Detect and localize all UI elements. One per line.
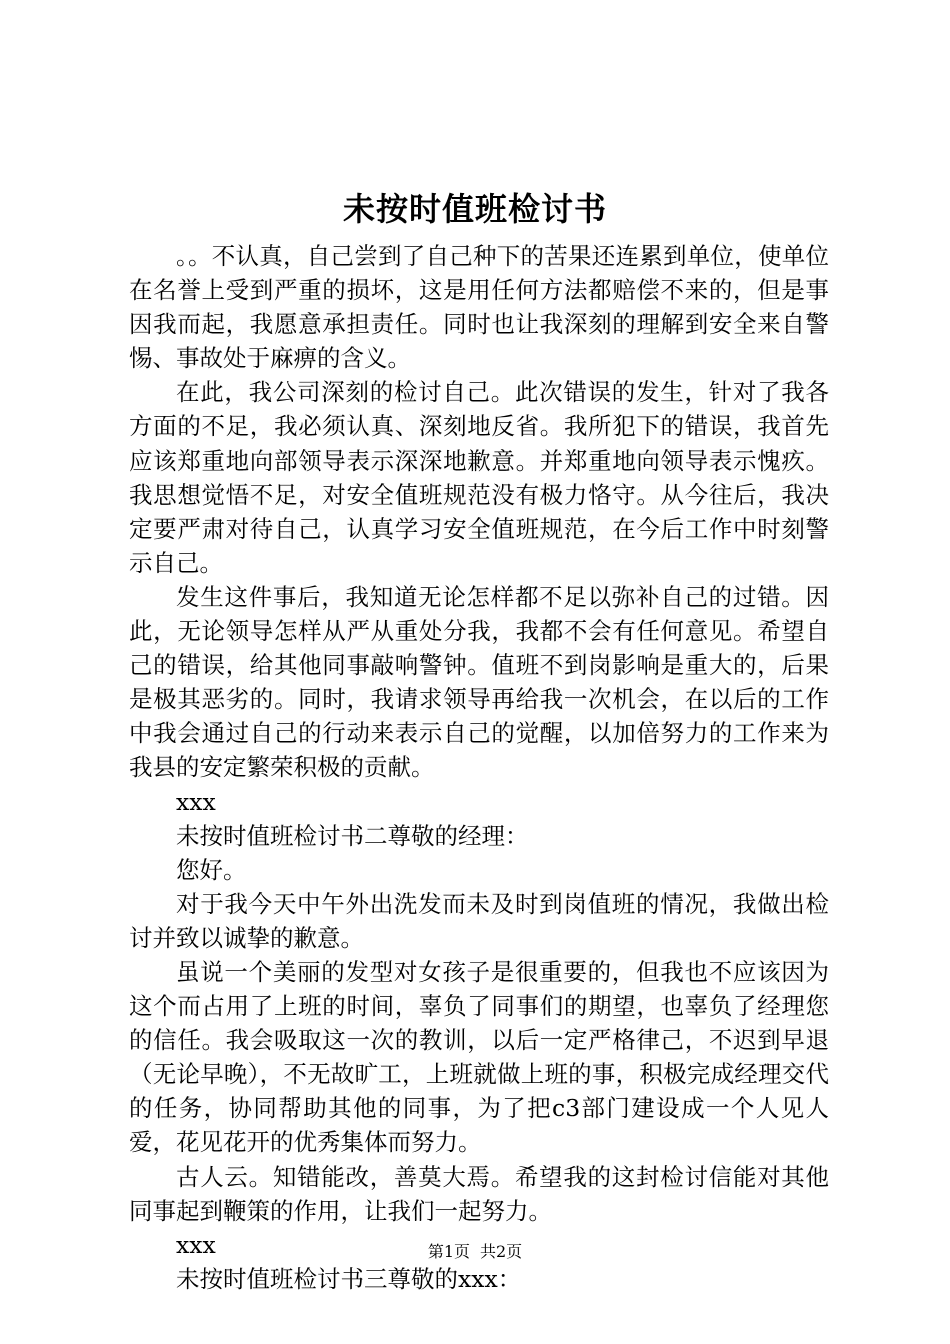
paragraph-5: 虽说一个美丽的发型对女孩子是很重要的，但我也不应该因为这个而占用了上班的时间，辜负了同事们的期望，也辜负了经理您的信任。我会吸取这一次的教训，以后一定严格律己，不迟到早退（无论早晚），不无故旷工，上班就做上班的事，积极完成经理交代的任务，协同帮助其他的同事，为了把c3部门建设成一个人见人爱，花见花开的优秀集体而努力。 (129, 957, 829, 1157)
greeting: 您好。 (176, 855, 247, 884)
signature-2: xxx (176, 1230, 216, 1259)
page-total: 共2页 (480, 1242, 523, 1261)
paragraph-3: 发生这件事后，我知道无论怎样都不足以弥补自己的过错。因此，无论领导怎样从严从重处分我，我都不会有任何意见。希望自己的错误，给其他同事敲响警钟。值班不到岗影响是重大的，后果是极其恶劣的。同时，我请求领导再给我一次机会，在以后的工作中我会通过自己的行动来表示自己的觉醒，以加倍努力的工作来为我县的安定繁荣积极的贡献。 (129, 582, 829, 782)
paragraph-6: 古人云。知错能改，善莫大焉。希望我的这封检讨信能对其他同事起到鞭策的作用，让我们一起努力。 (129, 1162, 829, 1225)
page-number: 第1页 (427, 1242, 470, 1261)
paragraph-1: 。。不认真，自己尝到了自己种下的苦果还连累到单位，使单位在名誉上受到严重的损坏，这是用任何方法都赔偿不来的，但是事因我而起，我愿意承担责任。同时也让我深刻的理解到安全来自警惕、事故处于麻痹的含义。 (129, 242, 829, 373)
section-3-heading: 未按时值班检讨书三尊敬的xxx： (176, 1264, 522, 1293)
section-2-heading: 未按时值班检讨书二尊敬的经理： (176, 821, 529, 850)
paragraph-2: 在此，我公司深刻的检讨自己。此次错误的发生，针对了我各方面的不足，我必须认真、深刻地反省。我所犯下的错误，我首先应该郑重地向部领导表示深深地歉意。并郑重地向领导表示愧疚。我思想觉悟不足，对安全值班规范没有极力恪守。从今往后，我决定要严肃对待自己，认真学习安全值班规范，在今后工作中时刻警示自己。 (129, 378, 829, 577)
document-body (129, 239, 829, 1296)
page-footer (0, 1240, 950, 1264)
paragraph-4: 对于我今天中午外出洗发而未及时到岗值班的情况，我做出检讨并致以诚挚的歉意。 (129, 889, 829, 952)
document-title: 未按时值班检讨书 (342, 190, 607, 228)
signature-1: xxx (176, 787, 216, 816)
